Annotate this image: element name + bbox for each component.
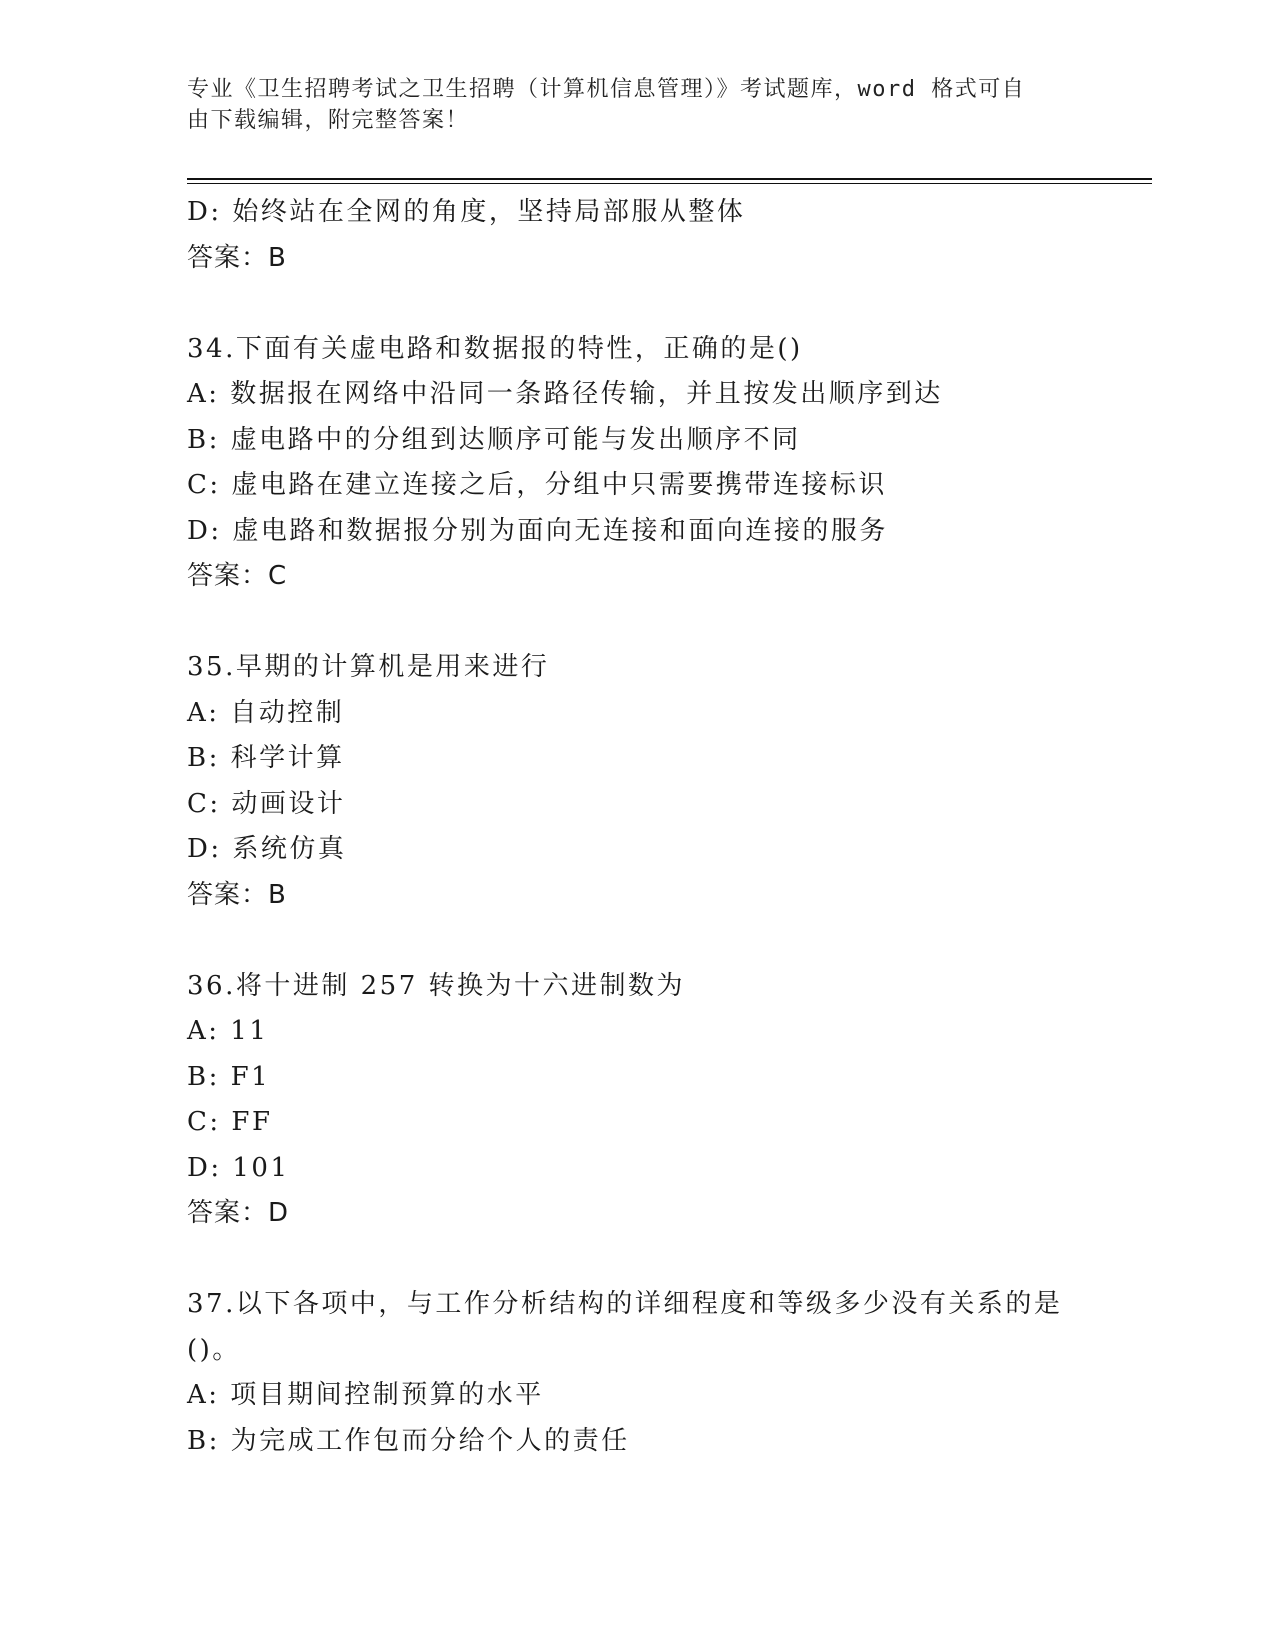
answer: 答案：B xyxy=(187,242,287,273)
spacer xyxy=(187,918,1087,964)
option-a: A: 数据报在网络中沿同一条路径传输，并且按发出顺序到达 xyxy=(187,379,943,409)
question-stem: 36.将十进制 257 转换为十六进制数为 xyxy=(187,970,686,1001)
question-35 xyxy=(187,645,1087,918)
question-list xyxy=(187,190,1087,1464)
option-c: C: 动画设计 xyxy=(187,788,346,819)
question-stem-line-2: ()。 xyxy=(187,1334,241,1365)
header-rule-thin xyxy=(187,183,1152,184)
question-stem: 35.早期的计算机是用来进行 xyxy=(187,652,550,682)
question-stem: 34.下面有关虚电路和数据报的特性，正确的是() xyxy=(187,333,803,364)
question-36 xyxy=(187,964,1087,1237)
answer: 答案：B xyxy=(187,879,287,910)
question-34 xyxy=(187,327,1087,600)
option-d: D: 101 xyxy=(187,1152,290,1183)
option-c: C: 虚电路在建立连接之后，分组中只需要携带连接标识 xyxy=(187,470,887,500)
option-b: B: 虚电路中的分组到达顺序可能与发出顺序不同 xyxy=(187,424,801,455)
spacer xyxy=(187,281,1087,327)
option-a: A: 项目期间控制预算的水平 xyxy=(187,1380,544,1410)
option-a: A: 11 xyxy=(187,1016,269,1046)
option-b: B: 为完成工作包而分给个人的责任 xyxy=(187,1425,630,1456)
option-b: B: F1 xyxy=(187,1061,271,1092)
header-line-2: 由下载编辑，附完整答案！ xyxy=(187,108,470,133)
header-line-1: 专业《卫生招聘考试之卫生招聘（计算机信息管理）》考试题库，word 格式可自 xyxy=(187,77,1026,102)
spacer xyxy=(187,1237,1087,1283)
question-37 xyxy=(187,1282,1087,1464)
answer: 答案：C xyxy=(187,561,288,591)
answer: 答案：D xyxy=(187,1198,290,1228)
option-a: A: 自动控制 xyxy=(187,697,345,728)
option-d: D: 始终站在全网的角度，坚持局部服从整体 xyxy=(187,197,746,227)
option-b: B: 科学计算 xyxy=(187,743,345,773)
option-c: C: FF xyxy=(187,1107,273,1137)
previous-question-tail xyxy=(187,190,1087,281)
document-header xyxy=(187,74,1087,136)
option-d: D: 系统仿真 xyxy=(187,834,347,864)
option-d: D: 虚电路和数据报分别为面向无连接和面向连接的服务 xyxy=(187,515,888,546)
header-rule-thick xyxy=(187,178,1152,180)
spacer xyxy=(187,600,1087,646)
question-stem-line-1: 37.以下各项中，与工作分析结构的详细程度和等级多少没有关系的是 xyxy=(187,1289,1063,1319)
